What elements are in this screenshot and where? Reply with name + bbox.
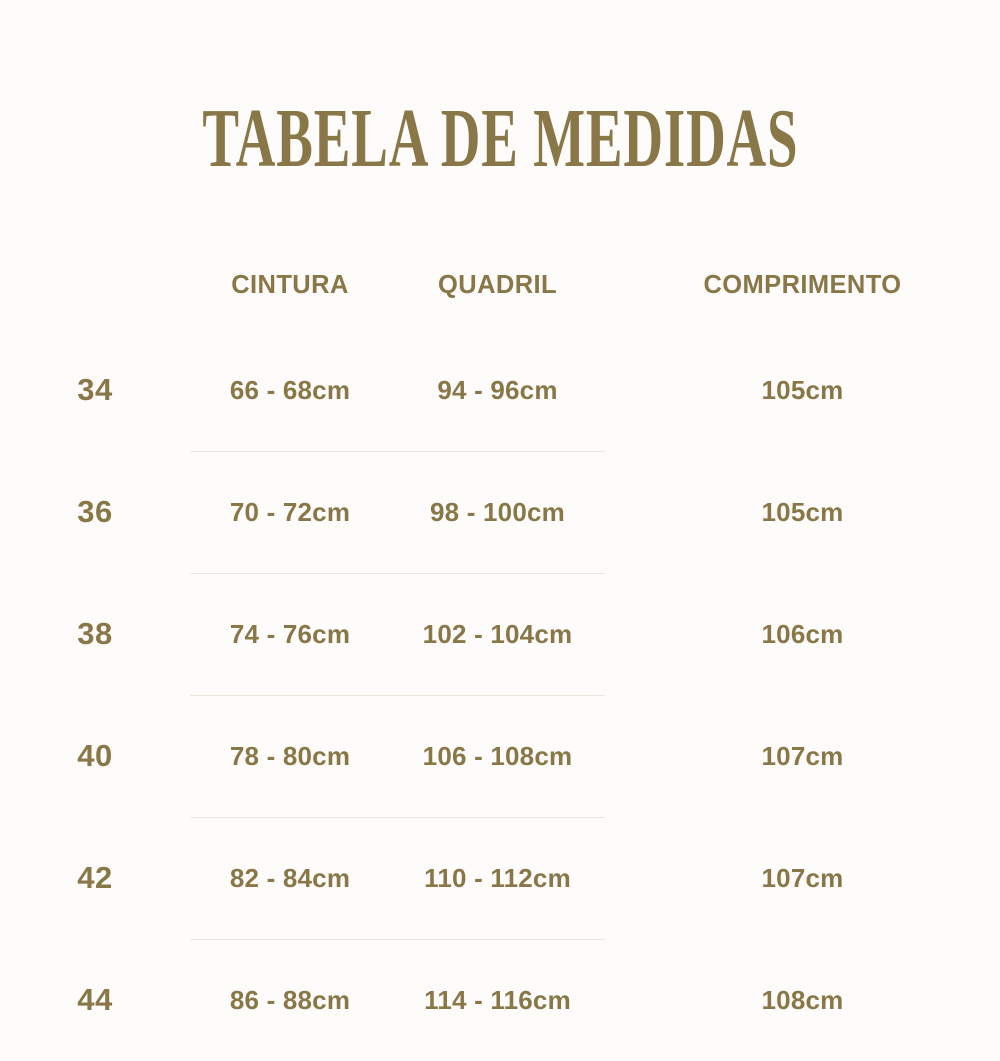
cell-size: 36 [77, 494, 113, 530]
table-row [0, 939, 1000, 1061]
cell-cintura: 66 - 68cm [229, 374, 351, 405]
column-header-comprimento: COMPRIMENTO [703, 270, 902, 299]
cell-quadril: 106 - 108cm [390, 695, 605, 817]
table-row [0, 451, 1000, 573]
cell-comprimento: 108cm [761, 984, 844, 1015]
table-header-row [0, 271, 1000, 330]
page-title: TABELA DE MEDIDAS [201, 91, 799, 185]
cell-cintura: 82 - 84cm [190, 817, 390, 939]
cell-cintura: 78 - 80cm [190, 695, 390, 817]
cell-size: 34 [77, 372, 113, 408]
column-header-cintura: CINTURA [231, 270, 349, 299]
cell-cintura: 74 - 76cm [190, 573, 390, 695]
title-container [0, 0, 1000, 209]
cell-comprimento: 106cm [761, 618, 844, 649]
table-row [0, 817, 1000, 939]
cell-size: 44 [77, 982, 113, 1018]
table-row [0, 573, 1000, 695]
cell-quadril: 98 - 100cm [390, 451, 605, 573]
table-row [0, 330, 1000, 452]
cell-quadril: 114 - 116cm [390, 939, 605, 1061]
column-header-quadril: QUADRIL [438, 270, 557, 299]
cell-cintura: 86 - 88cm [190, 939, 390, 1061]
cell-comprimento: 105cm [761, 496, 844, 527]
cell-size: 42 [77, 860, 113, 896]
cell-quadril: 110 - 112cm [390, 817, 605, 939]
cell-size: 40 [77, 738, 113, 774]
cell-quadril: 102 - 104cm [390, 573, 605, 695]
measurements-table [0, 271, 1000, 1061]
table-row [0, 695, 1000, 817]
cell-cintura: 70 - 72cm [190, 451, 390, 573]
column-header-size [0, 271, 190, 330]
cell-size: 38 [77, 616, 113, 652]
table-body [0, 330, 1000, 1061]
cell-comprimento: 105cm [761, 374, 844, 405]
table-header [0, 271, 1000, 330]
cell-comprimento: 107cm [761, 862, 844, 893]
cell-quadril: 94 - 96cm [437, 374, 558, 405]
cell-comprimento: 107cm [761, 740, 844, 771]
